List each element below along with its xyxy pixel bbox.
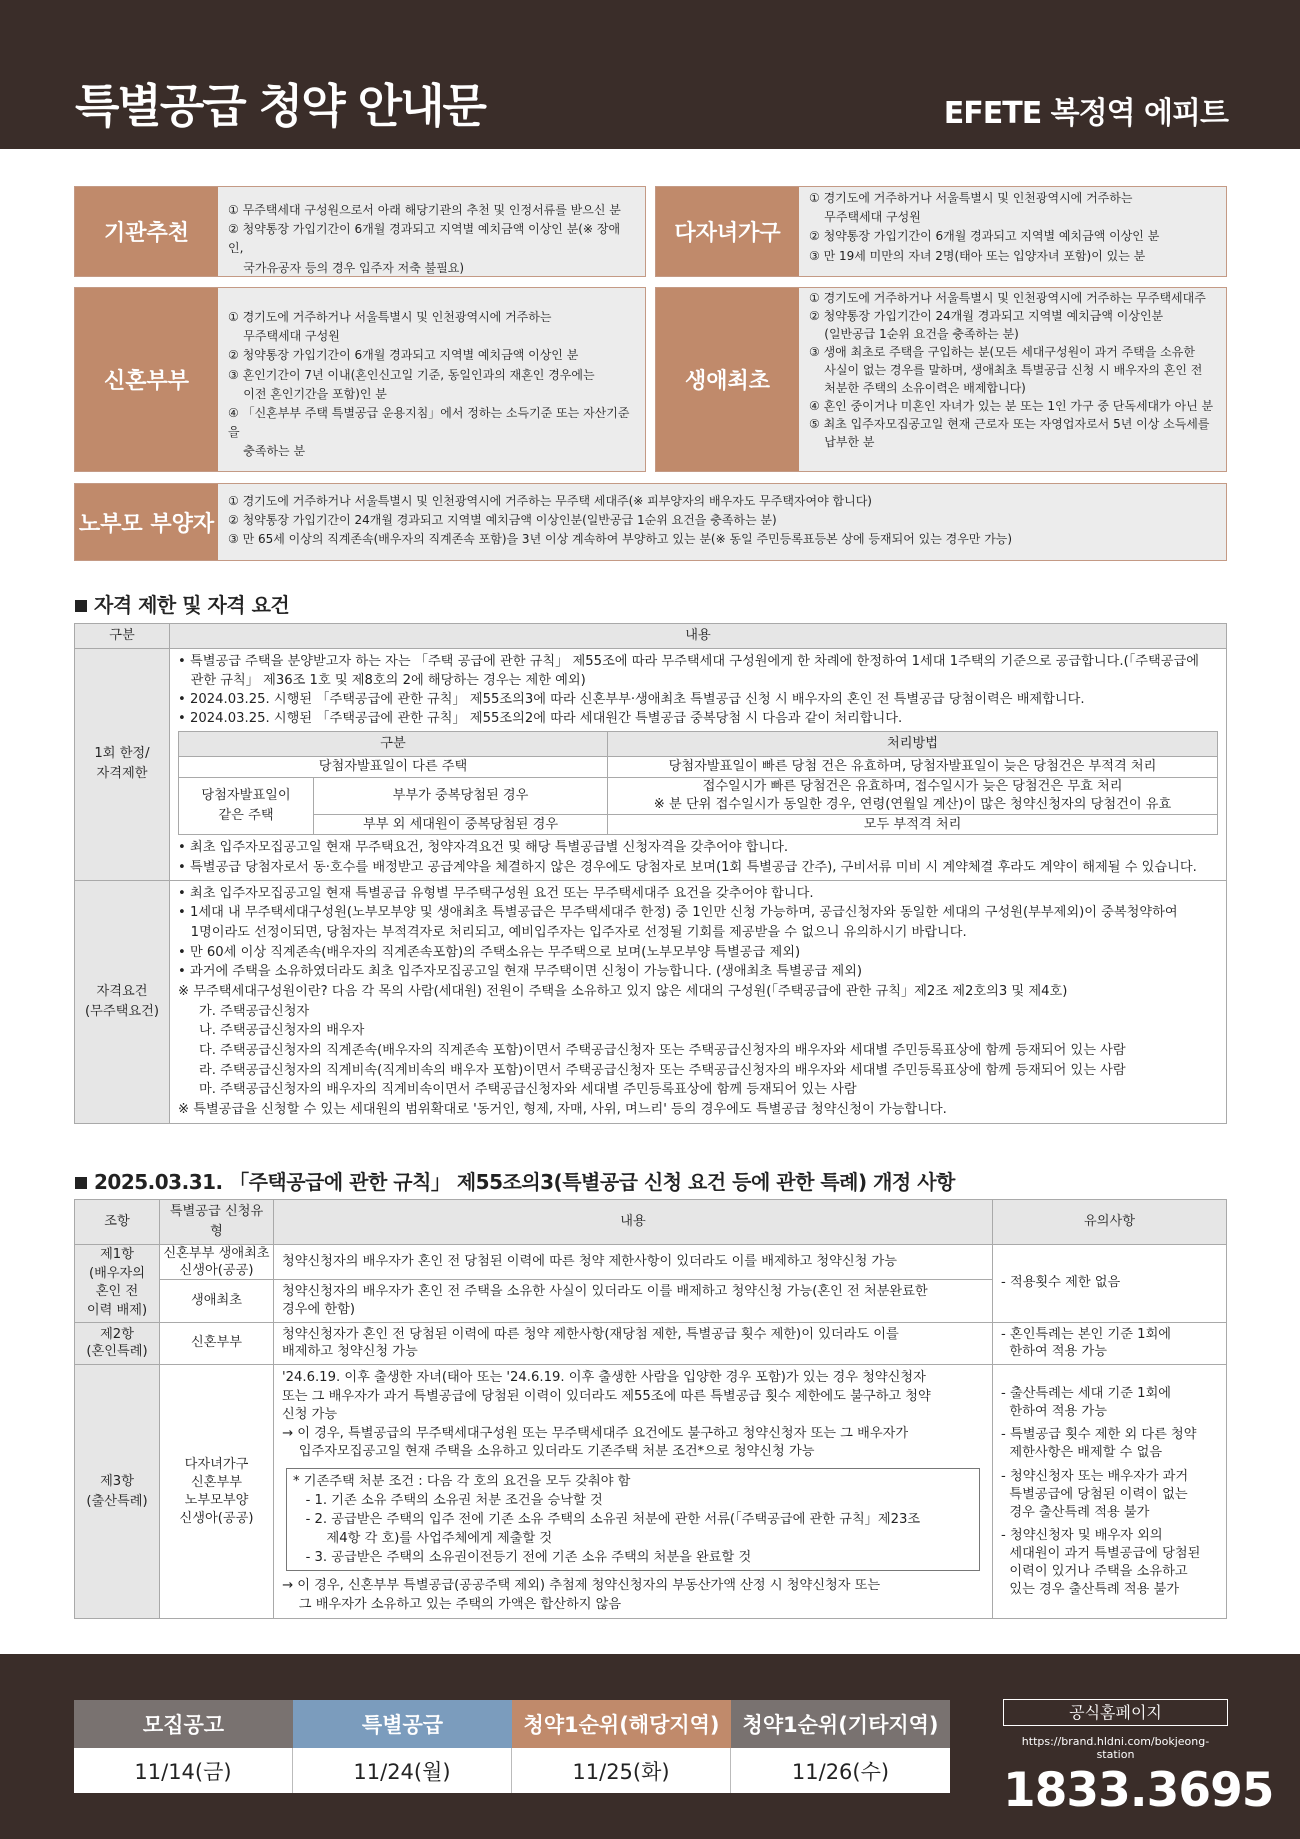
card-line: ⑤ 최초 입주자모집공고일 현재 근로자 또는 자영업자로서 5년 이상 소득세를 bbox=[809, 417, 1210, 431]
schedule-date: 11/14(금) bbox=[74, 1748, 293, 1793]
schedule-col bbox=[731, 1700, 950, 1793]
card-line: ③ 만 65세 이상의 직계존속(배우자의 직계존속 포함)을 3년 이상 계속하여 부양하고 있는 분(※ 동일 주민등록표등본 상에 등재되어 있는 경우만 가능) bbox=[228, 532, 1013, 547]
card-line: ④ 「신혼부부 주택 특별공급 운용지침」에서 정하는 소득기준 또는 자산기준을 bbox=[228, 405, 630, 440]
card-line: ③ 혼인기간이 7년 이내(혼인신고일 기준, 동일인과의 재혼인 경우에는 bbox=[228, 367, 595, 382]
inner-header-gubun: 구분 bbox=[179, 732, 608, 757]
card-line: ① 경기도에 거주하거나 서울특별시 및 인천광역시에 거주하는 bbox=[228, 310, 552, 324]
card-body bbox=[218, 187, 645, 276]
homepage-button[interactable]: 공식홈페이지 bbox=[1003, 1699, 1228, 1726]
homepage-url[interactable]: https://brand.hldni.com/bokjeong-station bbox=[1021, 1735, 1210, 1761]
inner-cell: 접수일시가 빠른 당첨건은 유효하며, 접수일시가 늦은 당첨건은 무효 처리 ※ 분 단위 접수일시가 동일한 경우, 연령(연월일 계산)이 많은 청약신청자의 당첨건이 유효 bbox=[608, 777, 1218, 814]
section-title-amendment: 2025.03.31. 「주택공급에 관한 규칙」 제55조의3(특별공급 신청 요건 등에 관한 특례) 개정 사항 bbox=[75, 1166, 955, 1195]
card-label: 생애최초 bbox=[656, 288, 799, 471]
bullet-line: ※ 특별공급을 신청할 수 있는 세대원의 범위확대로 '동거인, 형제, 자매, 사위, 며느리' 등의 경우에도 특별공급 청약신청이 가능합니다. bbox=[178, 1102, 947, 1118]
row-content-requirement bbox=[170, 880, 1227, 1123]
inner-cell: 당첨자발표일이 다른 주택 bbox=[179, 757, 608, 778]
note-line: - 출산특례는 세대 기준 1회에 한하여 적용 가능 bbox=[1001, 1385, 1172, 1419]
schedule-label: 청약1순위(기타지역) bbox=[731, 1700, 950, 1748]
card-label: 기관추천 bbox=[75, 187, 218, 276]
box-line: - 1. 기존 소유 주택의 소유권 처분 조건을 승낙할 것 bbox=[293, 1492, 603, 1508]
card-label: 신혼부부 bbox=[75, 288, 218, 471]
inner-header-method: 처리방법 bbox=[608, 732, 1218, 757]
bullet-line: • 1세대 내 무주택세대구성원(노부모부양 및 생애최초 특별공급은 무주택세대주 한정) 중 1인만 신청 가능하며, 공급신청자와 동일한 세대의 구성원(부부제외)이 중복청약하여 bbox=[178, 905, 1178, 921]
article-2-note: - 혼인특례는 본인 기준 1회에 한하여 적용 가능 bbox=[993, 1322, 1227, 1365]
bullet-line: • 과거에 주택을 소유하였더라도 최초 입주자모집공고일 현재 무주택이면 신청이 가능합니다. (생애최초 특별공급 제외) bbox=[178, 964, 863, 980]
bullet-line: • 특별공급 주택을 분양받고자 하는 자는 「주택 공급에 관한 규칙」 제55조에 따라 무주택세대 구성원에게 한 차례에 한정하여 1세대 1주택의 기준으로 공급합니다.(「주택공급에 bbox=[178, 653, 1199, 669]
card-dajanyeo bbox=[655, 186, 1227, 277]
article-2-type: 신혼부부 bbox=[160, 1322, 274, 1365]
bullet-line: 관한 규칙」 제36조 1호 및 제8호의 2에 해당하는 경우는 제한 예외) bbox=[178, 672, 586, 688]
inner-cell: 모두 부적격 처리 bbox=[608, 814, 1218, 835]
card-line: (일반공급 1순위 요건을 충족하는 분) bbox=[809, 327, 1019, 341]
article-1-content: 청약신청자의 배우자가 혼인 전 주택을 소유한 사실이 있더라도 이를 배제하고 청약신청 가능(혼인 전 처분완료한 경우에 한함) bbox=[274, 1279, 993, 1322]
article-3-type: 다자녀가구 신혼부부 노부모부양 신생아(공공) bbox=[160, 1365, 274, 1619]
bullet-line: • 2024.03.25. 시행된 「주택공급에 관한 규칙」 제55조의2에 따라 세대원간 특별공급 중복당첨 시 다음과 같이 처리합니다. bbox=[178, 711, 903, 727]
box-line: - 3. 공급받은 주택의 소유권이전등기 전에 기존 소유 주택의 처분을 완료할 것 bbox=[293, 1550, 752, 1566]
card-line: 이전 혼인기간을 포함)인 분 bbox=[228, 386, 387, 401]
eligibility-table bbox=[74, 623, 1227, 1124]
schedule-label: 특별공급 bbox=[293, 1700, 512, 1748]
phone-number[interactable]: 1833.3695 bbox=[1003, 1763, 1274, 1818]
row-label-limit: 1회 한정/ 자격제한 bbox=[75, 648, 170, 880]
schedule-table bbox=[74, 1700, 950, 1793]
card-label: 다자녀가구 bbox=[656, 187, 799, 276]
bullet-line: • 최초 입주자모집공고일 현재 무주택요건, 청약자격요건 및 해당 특별공급별 신청자격을 갖추어야 합니다. bbox=[178, 840, 789, 856]
card-line: 충족하는 분 bbox=[228, 444, 306, 459]
card-sinhon bbox=[74, 287, 646, 472]
content-para: → 이 경우, 신혼부부 특별공급(공공주택 제외) 추첨제 청약신청자의 부동산가액 산정 시 청약신청자 또는 그 배우자가 소유하고 있는 주택의 가액은 합산하지 않음 bbox=[282, 1578, 881, 1612]
duplicate-win-table bbox=[178, 731, 1218, 835]
card-kigwan bbox=[74, 186, 646, 277]
note-line: - 청약신청자 또는 배우자가 과거 특별공급에 당첨된 이력이 없는 경우 출산특례 적용 불가 bbox=[1001, 1468, 1189, 1520]
bullet-line: • 최초 입주자모집공고일 현재 특별공급 유형별 무주택구성원 요건 또는 무주택세대주 요건을 갖추어야 합니다. bbox=[178, 885, 814, 901]
article-1-note: - 적용횟수 제한 없음 bbox=[993, 1244, 1227, 1322]
schedule-col bbox=[74, 1700, 293, 1793]
card-line: ① 경기도에 거주하거나 서울특별시 및 인천광역시에 거주하는 무주택세대주 bbox=[809, 291, 1206, 305]
footer bbox=[0, 1654, 1300, 1839]
card-line: ② 청약통장 가입기간이 6개월 경과되고 지역별 예치금액 이상인 분 bbox=[809, 229, 1160, 244]
card-line: ① 경기도에 거주하거나 서울특별시 및 인천광역시에 거주하는 무주택 세대주(※ 피부양자의 배우자도 무주택자여야 합니다) bbox=[228, 494, 872, 508]
bullet-line: 가. 주택공급신청자 bbox=[178, 1003, 310, 1019]
card-body bbox=[218, 288, 645, 471]
card-line: ④ 혼인 중이거나 미혼인 자녀가 있는 분 또는 1인 가구 중 단독세대가 아닌 분 bbox=[809, 399, 1214, 413]
card-line: 처분한 주택의 소유이력은 배제합니다) bbox=[809, 381, 1026, 395]
article-1-label: 제1항 (배우자의 혼인 전 이력 배제) bbox=[75, 1244, 160, 1322]
row-label-requirement: 자격요건 (무주택요건) bbox=[75, 880, 170, 1123]
bullet-line: 1명이라도 선정이되면, 당첨자는 부적격자로 처리되고, 예비입주자는 입주자로 선정될 기회를 제공받을 수 없으니 유의하시기 바랍니다. bbox=[178, 925, 967, 940]
header-naeyong: 내용 bbox=[170, 624, 1227, 649]
header-content: 내용 bbox=[274, 1200, 993, 1245]
section-title-eligibility: 자격 제한 및 자격 요건 bbox=[75, 589, 289, 618]
inner-cell: 당첨자발표일이 빠른 당첨 건은 유효하며, 당첨자발표일이 늦은 당첨건은 부적격 처리 bbox=[608, 757, 1218, 778]
schedule-date: 11/25(화) bbox=[512, 1748, 731, 1793]
schedule-label: 청약1순위(해당지역) bbox=[512, 1700, 731, 1748]
schedule-date: 11/26(수) bbox=[731, 1748, 950, 1793]
bullet-line: 라. 주택공급신청자의 직계비속(직계비속의 배우자 포함)이면서 주택공급신청자 또는 주택공급신청자의 배우자와 세대별 주민등록표상에 함께 등재되어 있는 사람 bbox=[178, 1062, 1126, 1078]
card-body bbox=[799, 288, 1223, 471]
header-gubun: 구분 bbox=[75, 624, 170, 649]
card-nobumo bbox=[74, 483, 1227, 561]
card-line: ① 무주택세대 구성원으로서 아래 해당기관의 추천 및 인정서류를 받으신 분 bbox=[228, 203, 621, 217]
bullet-line: 나. 주택공급신청자의 배우자 bbox=[178, 1023, 365, 1039]
header-type: 특별공급 신청유형 bbox=[160, 1200, 274, 1245]
card-line: 사실이 없는 경우를 말하며, 생애최초 특별공급 신청 시 배우자의 혼인 전 bbox=[809, 363, 1203, 377]
card-line: ② 청약통장 가입기간이 24개월 경과되고 지역별 예치금액 이상인분(일반공급 1순위 요건을 충족하는 분) bbox=[228, 513, 777, 528]
card-body bbox=[799, 187, 1169, 276]
card-line: 무주택세대 구성원 bbox=[228, 329, 340, 344]
card-label: 노부모 부양자 bbox=[75, 484, 218, 560]
card-line: ② 청약통장 가입기간이 6개월 경과되고 지역별 예치금액 이상인 분 bbox=[228, 348, 579, 363]
card-body bbox=[218, 484, 1022, 560]
card-saengae bbox=[655, 287, 1227, 472]
card-line: ② 청약통장 가입기간이 24개월 경과되고 지역별 예치금액 이상인분 bbox=[809, 309, 1164, 323]
bullet-line: • 만 60세 이상 직계존속(배우자의 직계존속포함)의 주택소유는 무주택으로 보며(노부모부양 특별공급 제외) bbox=[178, 944, 801, 960]
card-line: 납부한 분 bbox=[809, 435, 875, 449]
amendment-table bbox=[74, 1199, 1227, 1619]
inner-cell: 부부가 중복당첨된 경우 bbox=[314, 777, 608, 814]
article-1-type: 신혼부부 생애최초 신생아(공공) bbox=[160, 1244, 274, 1279]
bullet-line: 다. 주택공급신청자의 직계존속(배우자의 직계존속 포함)이면서 주택공급신청자 또는 주택공급신청자의 배우자와 세대별 주민등록표상에 함께 등재되어 있는 사람 bbox=[178, 1043, 1126, 1059]
disposal-condition-box bbox=[286, 1468, 980, 1572]
card-line: 국가유공자 등의 경우 입주자 저축 불필요) bbox=[228, 260, 465, 275]
brand-name: EFETE 복정역 에피트 bbox=[943, 96, 1228, 131]
note-line: - 청약신청자 및 배우자 외의 세대원이 과거 특별공급에 당첨된 이력이 있거나 주택을 소유하고 있는 경우 출산특례 적용 불가 bbox=[1001, 1528, 1201, 1597]
article-3-content bbox=[274, 1365, 993, 1619]
content-para: → 이 경우, 특별공급의 무주택세대구성원 또는 무주택세대주 요건에도 불구하고 청약신청자 또는 그 배우자가 입주자모집공고일 현재 주택을 소유하고 있더라도 기존주택 처분 조건*으로 청약신청 가능 bbox=[282, 1425, 909, 1460]
schedule-date: 11/24(월) bbox=[293, 1748, 512, 1793]
page-title: 특별공급 청약 안내문 bbox=[75, 79, 485, 133]
inner-cell: 당첨자발표일이 같은 주택 bbox=[179, 777, 314, 834]
card-line: ① 경기도에 거주하거나 서울특별시 및 인천광역시에 거주하는 bbox=[809, 191, 1133, 205]
card-line: ② 청약통장 가입기간이 6개월 경과되고 지역별 예치금액 이상인 분(※ 장애인, bbox=[228, 222, 621, 256]
header bbox=[0, 0, 1300, 149]
article-3-label: 제3항 (출산특례) bbox=[75, 1365, 160, 1619]
header-article: 조항 bbox=[75, 1200, 160, 1245]
homepage-block bbox=[1003, 1699, 1274, 1818]
article-2-content: 청약신청자가 혼인 전 당첨된 이력에 따른 청약 제한사항(재당첨 제한, 특별공급 횟수 제한)이 있더라도 이를 배제하고 청약신청 가능 bbox=[274, 1322, 993, 1365]
box-line: * 기존주택 처분 조건 : 다음 각 호의 요건을 모두 갖춰야 함 bbox=[293, 1473, 631, 1489]
card-line: 무주택세대 구성원 bbox=[809, 210, 921, 225]
article-1-type: 생애최초 bbox=[160, 1279, 274, 1322]
article-3-note bbox=[993, 1365, 1227, 1619]
header-note: 유의사항 bbox=[993, 1200, 1227, 1245]
article-1-content: 청약신청자의 배우자가 혼인 전 당첨된 이력에 따른 청약 제한사항이 있더라도 이를 배제하고 청약신청 가능 bbox=[274, 1244, 993, 1279]
card-line: ③ 만 19세 미만의 자녀 2명(태아 또는 입양자녀 포함)이 있는 분 bbox=[809, 248, 1146, 263]
schedule-col bbox=[293, 1700, 512, 1793]
bullet-line: ※ 무주택세대구성원이란? 다음 각 목의 사람(세대원) 전원이 주택을 소유하고 있지 않은 세대의 구성원(「주택공급에 관한 규칙」제2조 제2호의3 및 제4호) bbox=[178, 984, 1068, 1000]
bullet-line: • 특별공급 당첨자로서 동·호수를 배정받고 공급계약을 체결하지 않은 경우에도 당첨자로 보며(1회 특별공급 간주), 구비서류 미비 시 계약체결 후라도 계약이 해제될 수 있습니다. bbox=[178, 859, 1197, 875]
bullet-line: • 2024.03.25. 시행된 「주택공급에 관한 규칙」 제55조의3에 따라 신혼부부·생애최초 특별공급 신청 시 배우자의 혼인 전 특별공급 당첨이력은 배제합니다. bbox=[178, 692, 1085, 708]
box-line: 제4항 각 호)를 사업주체에게 제출할 것 bbox=[293, 1531, 553, 1546]
box-line: - 2. 공급받은 주택의 입주 전에 기존 소유 주택의 소유권 처분에 관한 서류(「주택공급에 관한 규칙」제23조 bbox=[293, 1511, 921, 1527]
schedule-col bbox=[512, 1700, 731, 1793]
card-line: ③ 생애 최초로 주택을 구입하는 분(모든 세대구성원이 과거 주택을 소유한 bbox=[809, 345, 1195, 359]
schedule-label: 모집공고 bbox=[74, 1700, 293, 1748]
note-line: - 특별공급 횟수 제한 외 다른 청약 제한사항은 배제할 수 없음 bbox=[1001, 1427, 1197, 1461]
article-2-label: 제2항 (혼인특례) bbox=[75, 1322, 160, 1365]
content-para: '24.6.19. 이후 출생한 자녀(태아 또는 '24.6.19. 이후 출생한 사람을 입양한 경우 포함)가 있는 경우 청약신청자 또는 그 배우자가 과거 특별공급에 당첨된 이력이 있더라도 제55조에 따른 특별공급 횟수 제한에도 불구하고 청약 신청 가능 bbox=[282, 1370, 931, 1423]
bullet-line: 마. 주택공급신청자의 배우자의 직계비속이면서 주택공급신청자와 세대별 주민등록표상에 함께 등재되어 있는 사람 bbox=[178, 1082, 857, 1098]
inner-cell: 부부 외 세대원이 중복당첨된 경우 bbox=[314, 814, 608, 835]
row-content-limit bbox=[170, 648, 1227, 880]
